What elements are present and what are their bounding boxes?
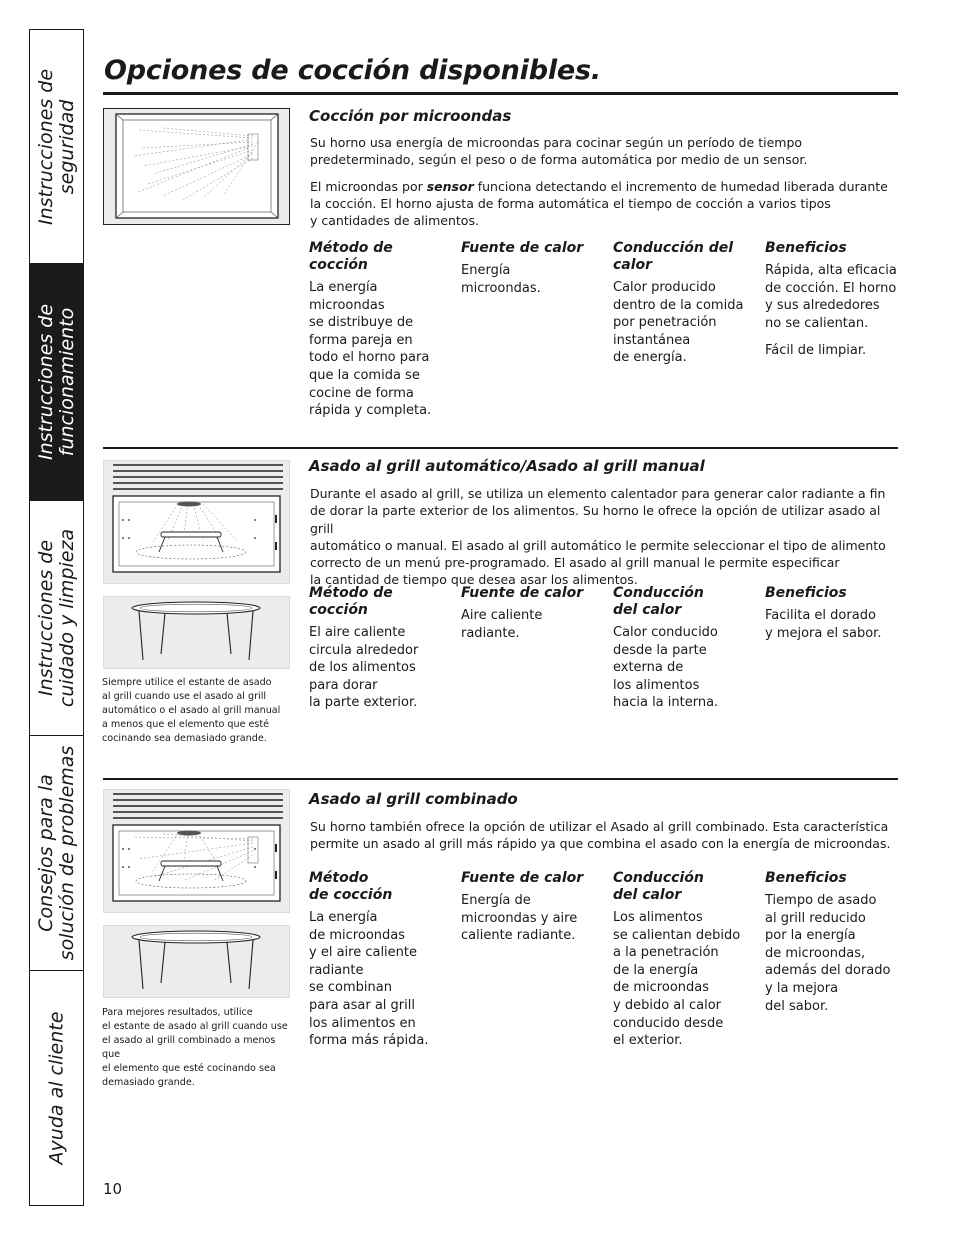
column-heading: Método de cocción [309,240,393,273]
section-heading-asado-grill: Asado al grill automático/Asado al grill manual [309,457,705,475]
tab-consejos-problemas[interactable] [30,736,83,971]
grill-rack-illustration [103,596,290,669]
column-body: Calor producido dentro de la comida por penetración instantánea de energía. [613,280,744,366]
column-fuente-calor [461,870,601,945]
column-heading: Beneficios [765,240,847,256]
section-intro-microondas [310,134,892,238]
intro-paragraph: Su horno también ofrece la opción de utilizar el Asado al grill combinado. Esta característica permite un asado al grill más rápido ya que combina el asado con la energía de microondas. [310,819,891,852]
column-beneficios [765,870,900,1015]
section-heading-microondas: Cocción por microondas [309,107,512,125]
grill-oven-illustration [103,460,290,584]
intro-text: funciona detectando el incremento de humedad liberada durante la cocción. El horno ajusta de forma automática el tiempo de cocción a varios tipos y cantidades de alimentos. [310,178,888,229]
column-body: La energía de microondas y el aire caliente radiante se combinan para asar al grill los alimentos en forma más rápida. [309,910,429,1049]
column-heading: Beneficios [765,870,847,886]
column-heading: Método de cocción [309,585,393,618]
caption-grill-rack: Para mejores resultados, utilice el estante de asado al grill cuando use el asado al grill combinado a menos que el elemento que esté cocinando sea demasiado grande. [102,1007,288,1088]
tab-label: Instrucciones de funcionamiento [34,303,78,461]
column-metodo-coccion [309,870,449,1050]
column-heading: Conducción del calor [613,870,704,903]
column-fuente-calor [461,585,601,642]
tab-label: Instrucciones de cuidado y limpieza [34,528,78,708]
combo-grill-oven-illustration [103,789,290,913]
section-divider [103,447,898,449]
column-body: Tiempo de asado al grill reducido por la energía de microondas, además del dorado y la mejora del sabor. [765,893,891,1014]
tab-instrucciones-seguridad[interactable] [30,30,83,264]
column-conduccion-calor [613,240,753,367]
column-heading: Conducción del calor [613,240,734,273]
tab-label: Consejos para la solución de problemas [34,745,78,961]
column-body: Calor conducido desde la parte externa de los alimentos hacia la interna. [613,625,719,711]
column-heading: Fuente de calor [461,240,584,256]
microwave-cooking-illustration [103,108,290,225]
column-heading: Fuente de calor [461,870,584,886]
tab-instrucciones-cuidado[interactable] [30,501,83,736]
section-heading-asado-combinado: Asado al grill combinado [309,790,518,808]
column-heading: Beneficios [765,585,847,601]
section-divider [103,778,898,780]
title-divider [103,92,898,95]
page-title: Opciones de cocción disponibles. [104,55,601,86]
tab-instrucciones-funcionamiento[interactable] [30,264,83,501]
column-conduccion-calor [613,585,753,712]
column-body: Facilita el dorado y mejora el sabor. [765,608,882,641]
column-fuente-calor [461,240,601,297]
caption-grill-rack: Siempre utilice el estante de asado al grill cuando use el asado al grill automático o el asado al grill manual a menos que el elemento que esté cocinando sea demasiado grande. [102,677,281,744]
column-metodo-coccion [309,585,449,712]
column-metodo-coccion [309,240,449,420]
column-beneficios [765,585,900,642]
tab-label: Instrucciones de seguridad [34,68,78,225]
column-beneficios [765,240,900,360]
column-heading: Conducción del calor [613,585,704,618]
tab-label: Ayuda al cliente [45,1011,67,1164]
page-number: 10 [103,1180,123,1198]
column-body: Aire caliente radiante. [461,608,543,641]
column-body: Los alimentos se calientan debido a la penetración de la energía de microondas y debido al calor conducido desde el exterior. [613,910,741,1049]
column-body: El aire caliente circula alrededor de los alimentos para dorar la parte exterior. [309,625,419,711]
column-body: La energía microondas se distribuye de forma pareja en todo el horno para que la comida se cocine de forma rápida y completa. [309,280,432,419]
column-body: Energía microondas. [461,263,541,296]
intro-paragraph-sensor [310,178,892,230]
column-body-extra: Fácil de limpiar. [765,343,867,359]
column-heading: Fuente de calor [461,585,584,601]
tab-ayuda-cliente[interactable] [30,971,83,1204]
intro-paragraph: Durante el asado al grill, se utiliza un elemento calentador para generar calor radiante a fin de dorar la parte exterior de los alimentos. Su horno le ofrece la opción de utilizar asado al grill automático o manual. El asado al grill automático le permite seleccionar el tipo de alimento correcto de un menú pre-programado. El asado al grill manual le permite especificar la cantidad de tiempo que desea asar los alimentos. [310,486,886,588]
grill-rack-illustration [103,925,290,998]
side-tab-navigation [29,29,84,1206]
intro-paragraph: Su horno usa energía de microondas para cocinar según un período de tiempo predeterminado, según el peso o de forma automática por medio de un sensor. [310,135,808,168]
section-intro-asado-combinado [310,818,892,862]
column-heading: Método de cocción [309,870,393,903]
intro-text: El microondas por [310,178,427,194]
column-conduccion-calor [613,870,753,1050]
column-body: Rápida, alta eficacia de cocción. El horno y sus alrededores no se calientan. [765,263,897,331]
column-body: Energía de microondas y aire caliente radiante. [461,893,578,944]
intro-bold-sensor: sensor [426,178,474,194]
section-intro-asado-grill [310,485,892,598]
